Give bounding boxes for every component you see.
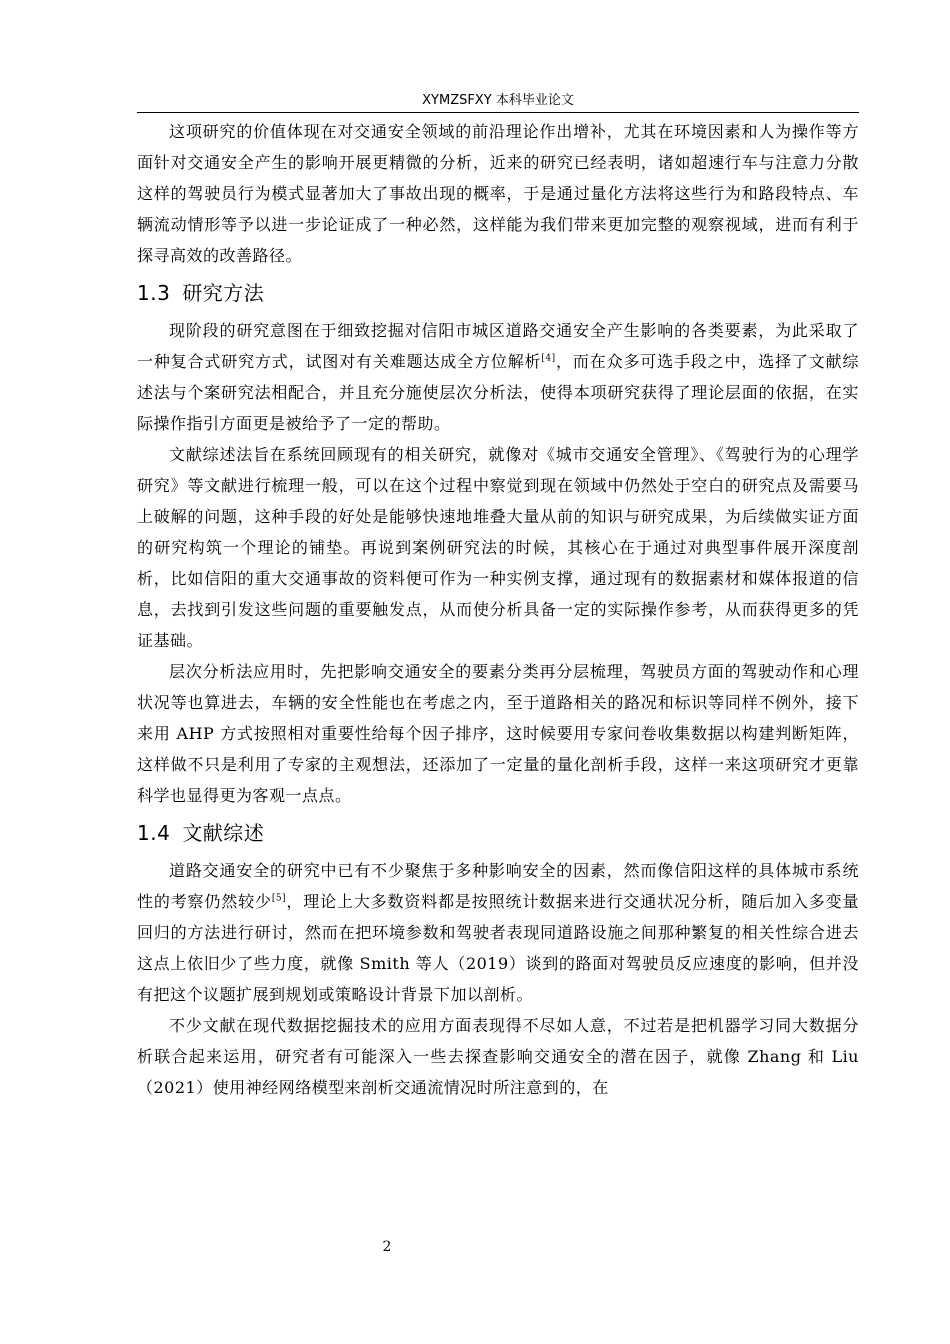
section-number: 1.3 — [137, 281, 171, 305]
document-body — [137, 116, 859, 1103]
paragraph-text: 现阶段的研究意图在于细致挖掘对信阳市城区道路交通安全产生影响的各类要素，为此采取了一种复合式研究方式，试图对有关难题达成全方位解析 — [137, 321, 859, 371]
paragraph-ahp-method: 层次分析法应用时，先把影响交通安全的要素分类再分层梳理，驾驶员方面的驾驶动作和心理状况等也算进去，车辆的安全性能也在考虑之内，至于道路相关的路况和标识等同样不例外，接下来用 AHP 方式按照相对重要性给每个因子排序，这时候要用专家问卷收集数据以构建判断矩阵，这样做不只是利用了专家的主观想法，还添加了一定量的量化剖析手段，这样一来这项研究才更靠科学也显得更为客观一点点。 — [137, 662, 859, 805]
citation-ref-4: [4] — [541, 353, 556, 364]
paragraph-research-value: 这项研究的价值体现在对交通安全领域的前沿理论作出增补，尤其在环境因素和人为操作等方面针对交通安全产生的影响开展更精微的分析，近来的研究已经表明，诸如超速行车与注意力分散这样的驾驶员行为模式显著加大了事故出现的概率，于是通过量化方法将这些行为和路段特点、车辆流动情形等予以进一步论证成了一种必然，这样能为我们带来更加完整的观察视域，进而有利于探寻高效的改善路径。 — [137, 122, 859, 265]
paragraph-text: ，理论上大多数资料都是按照统计数据来进行交通状况分析，随后加入多变量回归的方法进行研讨，然而在把环境参数和驾驶者表现同道路设施之间那种繁复的相关性综合进去这点上依旧少了些力度，就像 Smith 等人（2019）谈到的路面对驾驶员反应速度的影响，但并没有把这个议题扩展到规划或策略设计背景下加以剖析。 — [137, 892, 859, 1004]
citation-ref-5: [5] — [271, 893, 287, 904]
paragraph-literature-method: 文献综述法旨在系统回顾现有的相关研究，就像对《城市交通安全管理》、《驾驶行为的心理学研究》等文献进行梳理一般，可以在这个过程中察觉到现在领域中仍然处于空白的研究点及需要马上破解的问题，这种手段的好处是能够快速地堆叠大量从前的知识与研究成果，为后续做实证方面的研究构筑一个理论的铺垫。再说到案例研究法的时候，其核心在于通过对典型事件展开深度剖析，比如信阳的重大交通事故的资料便可作为一种实例支撑，通过现有的数据素材和媒体报道的信息，去找到引发这些问题的重要触发点，从而使分析具备一定的实际操作参考，从而获得更多的凭证基础。 — [137, 445, 859, 650]
section-heading-1-3 — [137, 277, 859, 310]
paragraph-data-mining: 不少文献在现代数据挖掘技术的应用方面表现得不尽如人意，不过若是把机器学习同大数据分析联合起来运用，研究者有可能深入一些去探查影响交通安全的潜在因子，就像 Zhang 和 Liu（2021）使用神经网络模型来剖析交通流情况时所注意到的，在 — [137, 1016, 859, 1097]
paragraph-research-intent — [137, 315, 859, 439]
section-title: 文献综述 — [182, 821, 265, 845]
header-divider — [137, 112, 859, 113]
paragraph-text: 道路交通安全的研究中已有不少聚焦于多种影响安全的因素，然而像信阳这样的具体城市系统性的考察仍然较少 — [137, 861, 859, 911]
paragraph-literature-review — [137, 855, 859, 1010]
paragraph-text: ，而在众多可选手段之中，选择了文献综述法与个案研究法相配合，并且充分施使层次分析法，使得本项研究获得了理论层面的依据，在实际操作指引方面更是被给予了一定的帮助。 — [137, 352, 859, 433]
section-heading-1-4 — [137, 817, 859, 850]
page-number: 2 — [382, 1239, 392, 1255]
page-header: XYMZSFXY 本科毕业论文 — [422, 93, 574, 108]
section-number: 1.4 — [137, 821, 171, 845]
section-title: 研究方法 — [182, 281, 265, 305]
